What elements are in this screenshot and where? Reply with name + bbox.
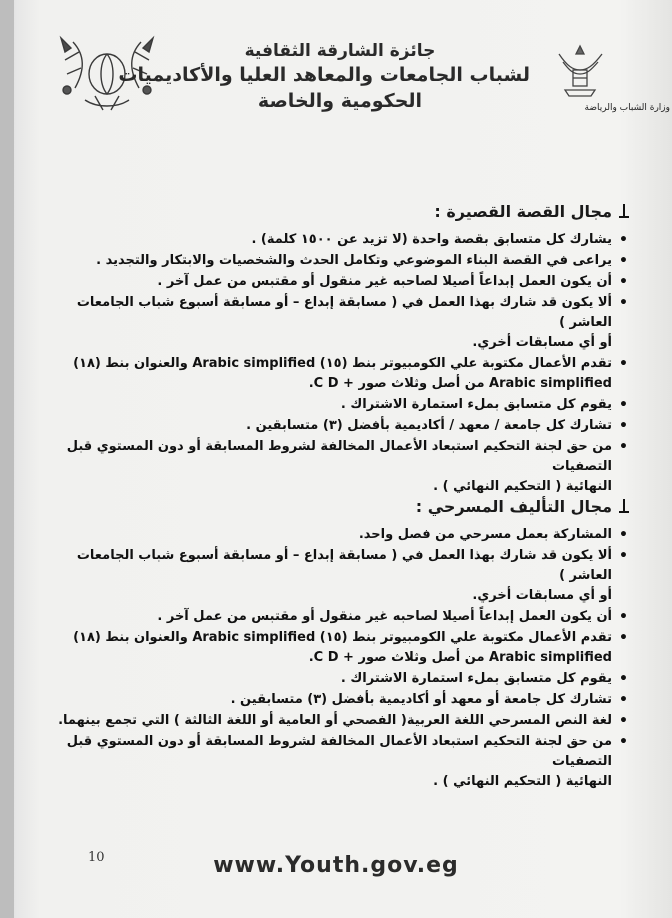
list-item [50, 293, 630, 353]
item-text: يقوم كل متسابق بملء استمارة الاشتراك . [340, 397, 612, 412]
list-item [50, 669, 630, 689]
item-text-continued: Arabic simplified من أصل وثلاث صور + C D. [308, 376, 612, 391]
list-item [50, 251, 630, 271]
section-heading-text: مجال القصة القصيرة : [434, 202, 612, 221]
item-text-continued: النهائية ( التحكيم النهائي ) . [433, 479, 612, 494]
item-text: • ألا يكون قد شارك بهذا العمل في ( مسابقة إبداع – أو مسابقة أسبوع شباب الجامعات العاشر ) [76, 548, 612, 583]
section-playwriting [50, 495, 630, 793]
item-text: المشاركة بعمل مسرحي من فصل واحد. [358, 527, 612, 542]
item-text: تشارك كل جامعة أو معهد أو أكاديمية بأفضل (٣) متسابقين . [230, 692, 612, 707]
list-item [50, 607, 630, 627]
section-short-story [50, 200, 630, 498]
list-item [50, 230, 630, 250]
list-item [50, 437, 630, 497]
eagle-emblem-icon [553, 40, 608, 98]
title-line-1: جائزة الشارقة الثقافية [244, 41, 436, 61]
list-item [50, 711, 630, 731]
title-line-3: الحكومية والخاصة [257, 90, 423, 112]
item-text: • تقدم الأعمال مكتوبة علي الكومبيوتر بنط (١٥) Arabic simplified والعنوان بنط (١٨) [73, 356, 612, 371]
page-shadow [0, 0, 14, 918]
pointer-mark-icon [618, 498, 630, 514]
item-text: لغة النص المسرحي اللغة العربية( الفصحي أو العامية أو اللغة الثالثة ) التي تجمع بينهما. [58, 713, 612, 728]
section-heading [50, 200, 630, 224]
list-item [50, 546, 630, 606]
pointer-mark-icon [618, 203, 630, 219]
item-text: يقوم كل متسابق بملء استمارة الاشتراك . [340, 671, 612, 686]
page-title [118, 40, 530, 114]
list-item [50, 732, 630, 792]
item-text: أن يكون العمل إبداعاً أصيلا لصاحبه غير منقول أو مقتبس من عمل آخر . [157, 274, 612, 289]
list-item [50, 395, 630, 415]
item-text-continued: أو أي مسابقات أخري. [472, 588, 612, 603]
item-text: أن يكون العمل إبداعاً أصيلا لصاحبه غير منقول أو مقتبس من عمل آخر . [157, 609, 612, 624]
item-text: • من حق لجنة التحكيم استبعاد الأعمال المخالفة لشروط المسابقة أو دون المستوي قبل التصفيات [66, 439, 612, 474]
list-item [50, 354, 630, 394]
section-heading [50, 495, 630, 519]
section-heading-text: مجال التأليف المسرحي : [415, 497, 612, 516]
item-text-continued: أو أي مسابقات أخري. [472, 335, 612, 350]
footer-url: www.Youth.gov.eg [213, 853, 459, 878]
list-item [50, 690, 630, 710]
item-text: يشارك كل متسابق بقصة واحدة (لا تزيد عن ١٥٠٠ كلمة) . [251, 232, 612, 247]
ministry-label: وزارة الشباب والرياضة [584, 103, 670, 113]
page-number: 10 [88, 850, 105, 865]
item-text: • من حق لجنة التحكيم استبعاد الأعمال المخالفة لشروط المسابقة أو دون المستوي قبل التصفيات [66, 734, 612, 769]
item-text: تشارك كل جامعة / معهد / أكاديمية بأفضل (٣) متسابقين . [246, 418, 612, 433]
item-text: • تقدم الأعمال مكتوبة علي الكومبيوتر بنط (١٥) Arabic simplified والعنوان بنط (١٨) [73, 630, 612, 645]
section-items [50, 230, 630, 497]
list-item [50, 628, 630, 668]
item-text: يراعى في القصة البناء الموضوعي وتكامل الحدث والشخصيات والابتكار والتجديد . [96, 253, 612, 268]
list-item [50, 525, 630, 545]
list-item [50, 416, 630, 436]
title-line-2: لشباب الجامعات والمعاهد العليا والأكاديميات [118, 64, 530, 86]
item-text-continued: Arabic simplified من أصل وثلاث صور + C D. [308, 650, 612, 665]
list-item [50, 272, 630, 292]
section-items [50, 525, 630, 792]
header [0, 0, 672, 135]
item-text-continued: النهائية ( التحكيم النهائي ) . [433, 774, 612, 789]
item-text: • ألا يكون قد شارك بهذا العمل في ( مسابقة إبداع – أو مسابقة أسبوع شباب الجامعات العاشر ) [76, 295, 612, 330]
